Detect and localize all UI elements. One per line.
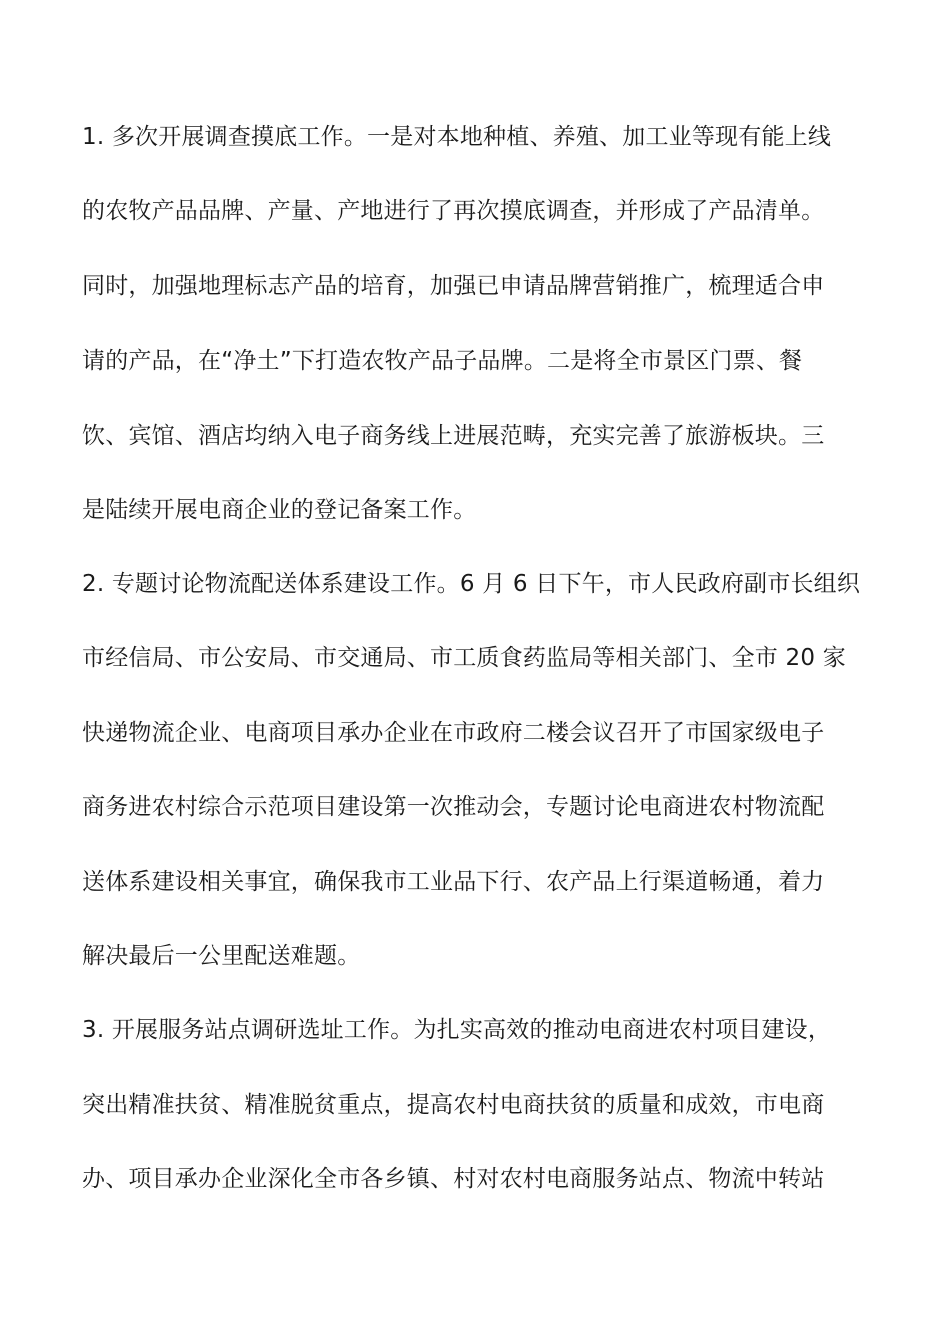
paragraph-1-line-3: 同时，加强地理标志产品的培育，加强已申请品牌营销推广，梳理适合申 <box>82 273 825 299</box>
paragraph-3-line-1: 3. 开展服务站点调研选址工作。为扎实高效的推动电商进农村项目建设， <box>82 1017 832 1043</box>
paragraph-1-line-4: 请的产品，在“净土”下打造农牧产品子品牌。二是将全市景区门票、餐 <box>82 348 803 374</box>
paragraph-2-line-2: 市经信局、市公安局、市交通局、市工质食药监局等相关部门、全市 20 家 <box>82 645 846 671</box>
paragraph-3-line-3: 办、项目承办企业深化全市各乡镇、村对农村电商服务站点、物流中转站 <box>82 1166 825 1192</box>
paragraph-2-line-6: 解决最后一公里配送难题。 <box>82 943 361 969</box>
paragraph-1-line-1: 1. 多次开展调查摸底工作。一是对本地种植、养殖、加工业等现有能上线 <box>82 124 832 150</box>
paragraph-2-line-4: 商务进农村综合示范项目建设第一次推动会，专题讨论电商进农村物流配 <box>82 794 825 820</box>
paragraph-1-line-6: 是陆续开展电商企业的登记备案工作。 <box>82 497 477 523</box>
paragraph-1-line-5: 饮、宾馆、酒店均纳入电子商务线上进展范畴，充实完善了旅游板块。三 <box>82 423 825 449</box>
paragraph-3-line-2: 突出精准扶贫、精准脱贫重点，提高农村电商扶贫的质量和成效，市电商 <box>82 1092 825 1118</box>
paragraph-2-line-3: 快递物流企业、电商项目承办企业在市政府二楼会议召开了市国家级电子 <box>82 720 825 746</box>
paragraph-1-line-2: 的农牧产品品牌、产量、产地进行了再次摸底调查，并形成了产品清单。 <box>82 198 825 224</box>
paragraph-2-line-5: 送体系建设相关事宜，确保我市工业品下行、农产品上行渠道畅通，着力 <box>82 869 825 895</box>
paragraph-2-line-1: 2. 专题讨论物流配送体系建设工作。6 月 6 日下午，市人民政府副市长组织 <box>82 571 861 597</box>
